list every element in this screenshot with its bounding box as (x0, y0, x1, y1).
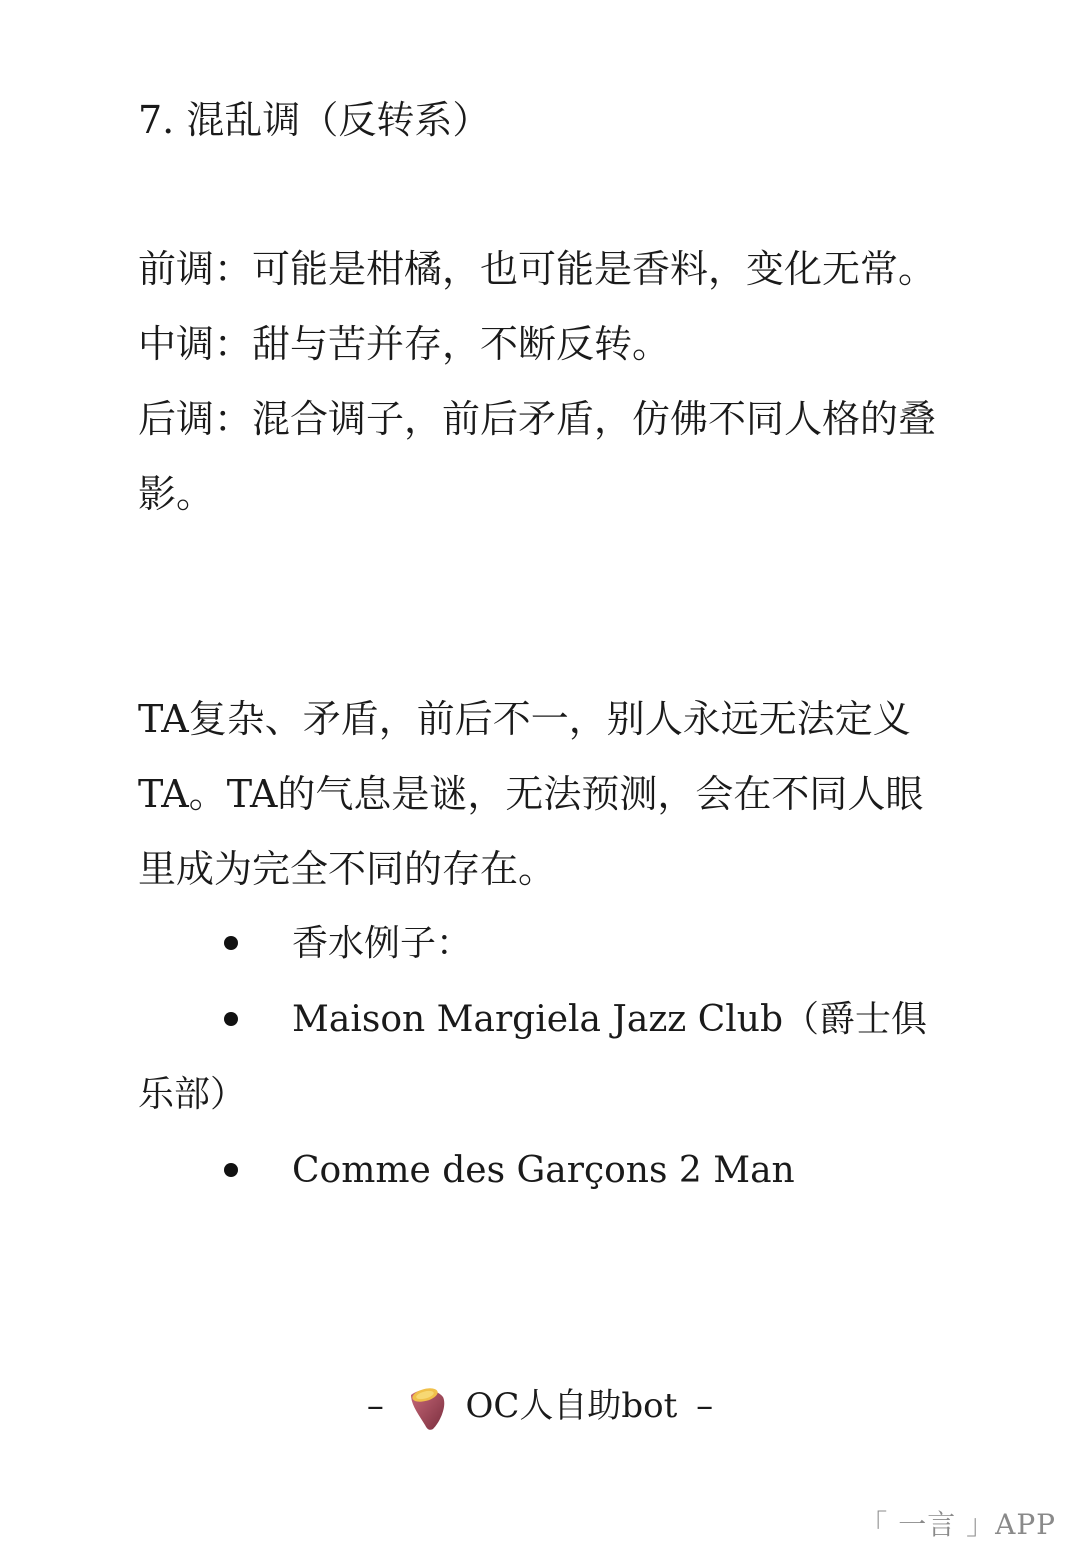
signature-text: OC人自助bot (465, 1386, 678, 1426)
bullet-dot-icon (224, 1163, 238, 1177)
section-heading: 7. 混乱调（反转系） (138, 98, 491, 142)
dash-right: – (696, 1386, 714, 1426)
list-item (138, 906, 938, 981)
dash-left: – (366, 1386, 384, 1426)
bullet-dot-icon (224, 1012, 238, 1026)
bullet-dot-icon (224, 936, 238, 950)
middle-note: 中调：甜与苦并存，不断反转。 (138, 322, 671, 366)
list-item-label: Comme des Garçons 2 Man (292, 1150, 795, 1191)
app-credit: 「 一言 」APP (859, 1508, 1056, 1541)
list-item (138, 982, 938, 1132)
author-signature (0, 1378, 1080, 1434)
scent-notes (138, 232, 938, 532)
top-note: 前调：可能是柑橘，也可能是香料，变化无常。 (138, 247, 937, 291)
sweet-potato-icon (403, 1383, 453, 1433)
list-item-label: 香水例子： (292, 923, 473, 964)
list-item (138, 1133, 938, 1208)
list-item-label: Maison Margiela Jazz Club（爵士俱乐部） (138, 999, 927, 1115)
personality-description: TA复杂、矛盾，前后不一，别人永远无法定义TA。TA的气息是谜，无法预测，会在不同人眼里成为完全不同的存在。 (138, 697, 924, 891)
base-note: 后调：混合调子，前后矛盾，仿佛不同人格的叠影。 (138, 397, 937, 516)
